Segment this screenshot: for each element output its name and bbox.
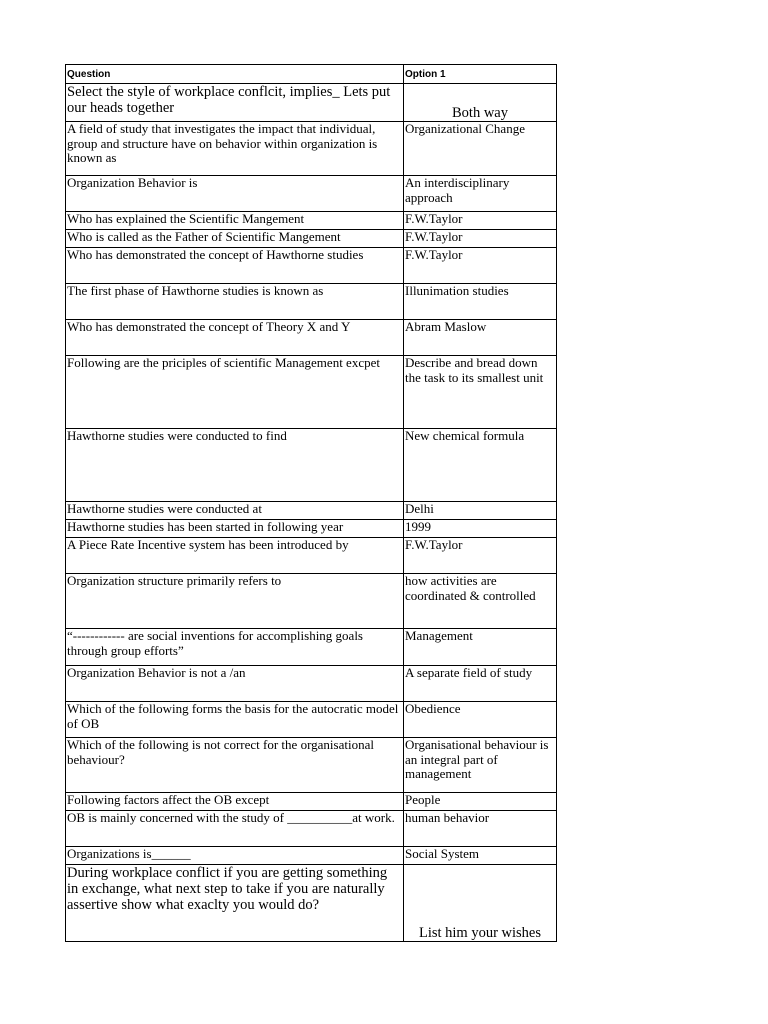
question-cell: Hawthorne studies were conducted to find [66, 429, 404, 502]
table-row [66, 793, 557, 811]
table-row [66, 811, 557, 847]
option1-cell: A separate field of study [404, 666, 557, 702]
option1-cell: F.W.Taylor [404, 248, 557, 284]
option1-cell: 1999 [404, 520, 557, 538]
table-row [66, 702, 557, 738]
question-cell: Organization Behavior is [66, 176, 404, 212]
option1-cell: Delhi [404, 502, 557, 520]
question-cell: A field of study that investigates the impact that individual, group and structure have on behavior within organization is known as [66, 122, 404, 176]
table-row [66, 629, 557, 666]
option1-cell: Both way [404, 84, 557, 122]
table-row [66, 230, 557, 248]
question-cell: Organizations is______ [66, 847, 404, 865]
option1-cell: An interdisciplinary approach [404, 176, 557, 212]
option1-cell: List him your wishes [404, 865, 557, 942]
table-row [66, 84, 557, 122]
option1-cell: human behavior [404, 811, 557, 847]
table-row [66, 666, 557, 702]
option1-column-header: Option 1 [404, 65, 557, 84]
table-row [66, 429, 557, 502]
option1-cell: F.W.Taylor [404, 212, 557, 230]
question-cell: Following are the priciples of scientific Management excpet [66, 356, 404, 429]
option1-cell: F.W.Taylor [404, 538, 557, 574]
option1-cell: Describe and bread down the task to its smallest unit [404, 356, 557, 429]
table-row [66, 502, 557, 520]
header-row [66, 65, 557, 84]
option1-cell: Abram Maslow [404, 320, 557, 356]
option1-cell: Illunimation studies [404, 284, 557, 320]
question-cell: Hawthorne studies were conducted at [66, 502, 404, 520]
option1-cell: Social System [404, 847, 557, 865]
option1-cell: how activities are coordinated & controlled [404, 574, 557, 629]
option1-cell: Management [404, 629, 557, 666]
table-row [66, 356, 557, 429]
question-cell: Hawthorne studies has been started in following year [66, 520, 404, 538]
question-cell: Who has demonstrated the concept of Hawthorne studies [66, 248, 404, 284]
option1-cell: Organisational behaviour is an integral part of management [404, 738, 557, 793]
question-cell: Following factors affect the OB except [66, 793, 404, 811]
question-cell: During workplace conflict if you are getting something in exchange, what next step to take if you are naturally assertive show what exaclty you would do? [66, 865, 404, 942]
table-row [66, 320, 557, 356]
table-row [66, 176, 557, 212]
option1-cell: People [404, 793, 557, 811]
table-row [66, 865, 557, 942]
table-row [66, 248, 557, 284]
table-row [66, 284, 557, 320]
question-cell: Who has explained the Scientific Mangement [66, 212, 404, 230]
table-row [66, 520, 557, 538]
question-cell: The first phase of Hawthorne studies is known as [66, 284, 404, 320]
question-table [65, 64, 557, 942]
question-cell: Who is called as the Father of Scientific Mangement [66, 230, 404, 248]
table-row [66, 212, 557, 230]
question-cell: Organization Behavior is not a /an [66, 666, 404, 702]
table-row [66, 738, 557, 793]
question-cell: OB is mainly concerned with the study of __________at work. [66, 811, 404, 847]
table-row [66, 538, 557, 574]
question-cell: Which of the following forms the basis for the autocratic model of OB [66, 702, 404, 738]
option1-cell: F.W.Taylor [404, 230, 557, 248]
question-cell: “------------ are social inventions for accomplishing goals through group efforts” [66, 629, 404, 666]
question-cell: A Piece Rate Incentive system has been introduced by [66, 538, 404, 574]
question-cell: Who has demonstrated the concept of Theory X and Y [66, 320, 404, 356]
question-cell: Select the style of workplace conflcit, implies_ Lets put our heads together [66, 84, 404, 122]
question-cell: Organization structure primarily refers to [66, 574, 404, 629]
table-row [66, 574, 557, 629]
option1-cell: New chemical formula [404, 429, 557, 502]
option1-cell: Obedience [404, 702, 557, 738]
table-row [66, 122, 557, 176]
option1-cell: Organizational Change [404, 122, 557, 176]
table-row [66, 847, 557, 865]
question-cell: Which of the following is not correct for the organisational behaviour? [66, 738, 404, 793]
question-column-header: Question [66, 65, 404, 84]
